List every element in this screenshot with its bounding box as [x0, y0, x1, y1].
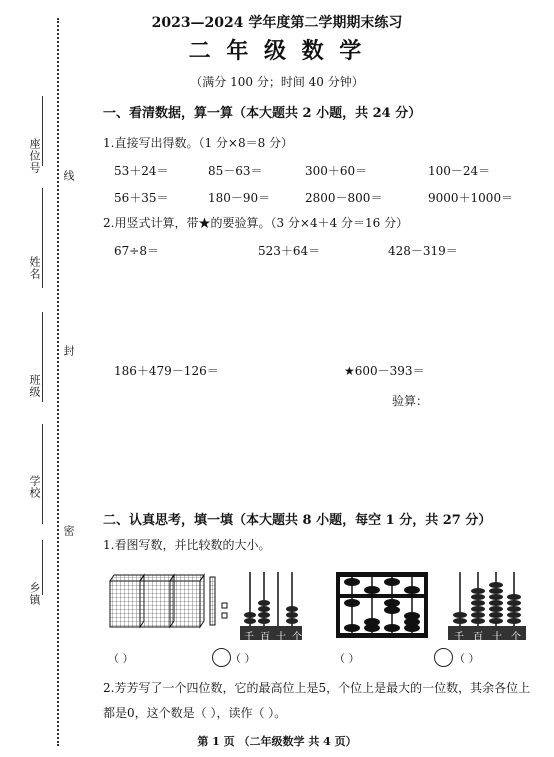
- q1-item-2: 85－63＝: [208, 164, 263, 178]
- q1-item-1: 53＋24＝: [114, 164, 169, 178]
- town-underline: [42, 540, 43, 595]
- frame1-labels: 千百十个: [244, 632, 308, 643]
- q1-item-5: 56＋35＝: [114, 191, 169, 205]
- q2-item-4: 186＋479－126＝: [114, 364, 219, 378]
- q2-item-5: ★600－393＝: [344, 364, 425, 378]
- compare-circle-2[interactable]: [434, 648, 453, 667]
- s2-q2-line2: 都是0，这个数是（ ），读作（ ）。: [103, 706, 287, 720]
- name-underline: [42, 188, 43, 288]
- q1-title: 1.直接写出得数。（1 分×8＝8 分）: [103, 136, 294, 150]
- base-ten-blocks-image: [104, 573, 236, 635]
- q1-item-3: 300＋60＝: [305, 164, 368, 178]
- secret-label: 密: [62, 525, 75, 537]
- thousand-cube-1: [110, 575, 144, 627]
- town-label: 乡镇: [28, 582, 41, 606]
- check-label: 验算：: [392, 394, 429, 408]
- school-underline: [42, 424, 43, 524]
- school-label: 学校: [28, 475, 41, 499]
- q1-item-6: 180－90＝: [208, 191, 271, 205]
- compare-circle-1[interactable]: [212, 648, 231, 667]
- seat-label: 座位号: [28, 138, 41, 174]
- binding-dotted-line: [57, 18, 59, 746]
- unit-cube: [222, 603, 227, 608]
- ten-rod: [210, 577, 215, 625]
- class-underline: [42, 312, 43, 402]
- answer-paren-2[interactable]: （ ）: [230, 652, 256, 665]
- q2-item-3: 428－319＝: [388, 244, 458, 258]
- s2-q1-title: 1.看图写数，并比较数的大小。: [103, 538, 271, 552]
- answer-paren-3[interactable]: （ ）: [334, 652, 360, 665]
- thousand-cube-3: [170, 575, 204, 627]
- answer-paren-1[interactable]: （ ）: [108, 652, 134, 665]
- unit-cube: [222, 613, 227, 618]
- q1-item-8: 9000＋1000＝: [428, 191, 514, 205]
- year-title: 2023—2024 学年度第二学期期末练习: [151, 15, 403, 31]
- page-footer: 第 1 页 （二年级数学 共 4 页）: [197, 735, 357, 748]
- section1-heading: 一、看清数据，算一算（本大题共 2 小题，共 24 分）: [103, 106, 422, 121]
- abacus-image: [336, 572, 428, 638]
- name-label: 姓名: [28, 256, 41, 280]
- class-label: 班级: [28, 374, 41, 398]
- seal-label: 封: [62, 345, 75, 357]
- line-label: 线: [62, 170, 75, 182]
- q1-item-7: 2800－800＝: [305, 191, 383, 205]
- q2-item-1: 67÷8＝: [114, 244, 159, 258]
- frame2-labels: 千百十个: [454, 632, 530, 643]
- subject-title: 二 年 级 数 学: [188, 38, 366, 64]
- q1-item-4: 100－24＝: [428, 164, 491, 178]
- thousand-cube-2: [140, 575, 174, 627]
- answer-paren-4[interactable]: （ ）: [454, 652, 480, 665]
- seat-underline: [42, 96, 43, 166]
- section2-heading: 二、认真思考，填一填（本大题共 8 小题，每空 1 分，共 27 分）: [103, 513, 492, 528]
- q2-title: 2.用竖式计算，带★的要验算。（3 分×4＋4 分＝16 分）: [103, 216, 409, 230]
- s2-q2-line1: 2.芳芳写了一个四位数，它的最高位上是5，个位上是最大的一位数，其余各位上: [103, 681, 531, 695]
- exam-info: （满分 100 分；时间 40 分钟）: [190, 75, 364, 89]
- q2-item-2: 523＋64＝: [258, 244, 321, 258]
